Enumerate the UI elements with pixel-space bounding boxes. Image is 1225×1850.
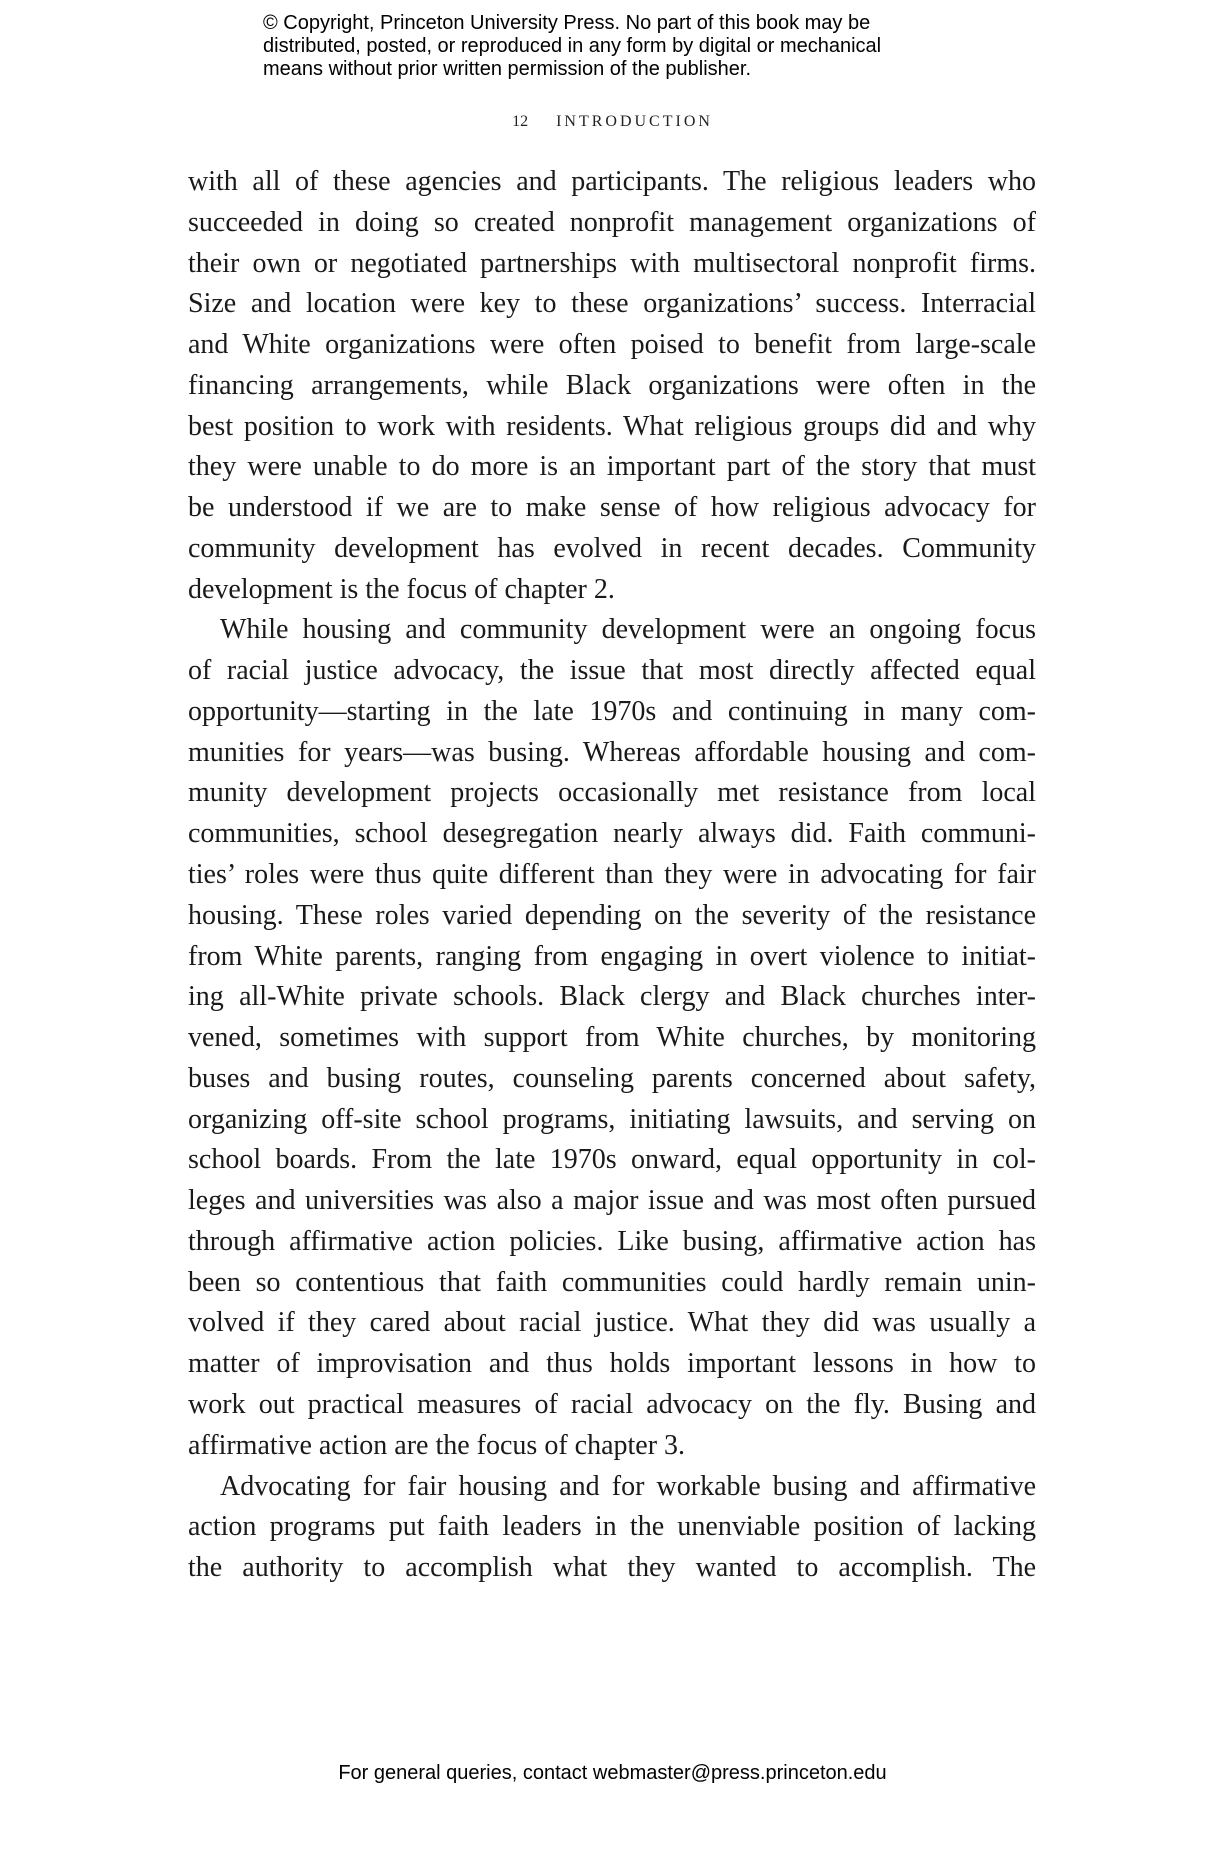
text-line: the authority to accomplish what they wanted to accomplish. The xyxy=(188,1552,1036,1584)
text-line: leges and universities was also a major issue and was most often pursued xyxy=(188,1185,1036,1217)
text-line: organizing off-site school programs, initiating lawsuits, and serving on xyxy=(188,1103,1036,1135)
text-line: development is the focus of chapter 2. xyxy=(188,573,615,605)
page-number: 12 xyxy=(512,113,529,130)
text-line: been so contentious that faith communities could hardly remain unin- xyxy=(188,1266,1036,1298)
text-line: matter of improvisation and thus holds important lessons in how to xyxy=(188,1348,1036,1380)
text-line: school boards. From the late 1970s onward, equal opportunity in col- xyxy=(188,1144,1036,1176)
text-line: ties’ roles were thus quite different than they were in advocating for fair xyxy=(188,859,1036,891)
text-line: from White parents, ranging from engaging in overt violence to initiat- xyxy=(188,940,1036,972)
text-line: and White organizations were often poised to benefit from large-scale xyxy=(188,329,1036,361)
text-line: While housing and community development were an ongoing focus xyxy=(220,614,1036,646)
text-line: affirmative action are the focus of chapter 3. xyxy=(188,1429,686,1461)
paragraph xyxy=(188,1467,1036,1589)
text-line: action programs put faith leaders in the unenviable position of lacking xyxy=(188,1511,1036,1543)
body-text xyxy=(188,162,1036,1589)
text-line: communities, school desegregation nearly always did. Faith communi- xyxy=(188,818,1036,850)
text-line: community development has evolved in recent decades. Community xyxy=(188,532,1036,564)
paragraph xyxy=(188,162,1036,610)
text-line: munity development projects occasionally met resistance from local xyxy=(188,777,1036,809)
copyright-line: distributed, posted, or reproduced in any form by digital or mechanical xyxy=(263,35,882,57)
text-line: opportunity—starting in the late 1970s and continuing in many com- xyxy=(188,695,1036,727)
text-line: financing arrangements, while Black organizations were often in the xyxy=(188,369,1036,401)
text-line: they were unable to do more is an important part of the story that must xyxy=(188,451,1036,483)
text-line: with all of these agencies and participants. The religious leaders who xyxy=(188,166,1036,197)
copyright-line: © Copyright, Princeton University Press. No part of this book may be xyxy=(263,12,871,34)
copyright-line: means without prior written permission of the publisher. xyxy=(263,58,752,80)
text-line: munities for years—was busing. Whereas affordable housing and com- xyxy=(188,736,1036,768)
running-head xyxy=(0,113,1225,131)
text-line: housing. These roles varied depending on the severity of the resistance xyxy=(188,899,1036,931)
text-line: volved if they cared about racial justice. What they did was usually a xyxy=(188,1307,1036,1339)
chapter-title: INTRODUCTION xyxy=(556,113,713,130)
copyright-notice xyxy=(263,12,881,81)
text-line: succeeded in doing so created nonprofit management organizations of xyxy=(188,206,1036,238)
text-line: their own or negotiated partnerships with multisectoral nonprofit firms. xyxy=(188,247,1036,279)
paragraph xyxy=(188,610,1036,1466)
text-line: vened, sometimes with support from White churches, by monitoring xyxy=(188,1022,1036,1054)
text-line: best position to work with residents. What religious groups did and why xyxy=(188,410,1036,442)
text-line: Advocating for fair housing and for workable busing and affirmative xyxy=(220,1470,1036,1502)
text-line: Size and location were key to these organizations’ success. Interracial xyxy=(188,288,1036,320)
text-line: work out practical measures of racial advocacy on the fly. Busing and xyxy=(188,1388,1036,1420)
text-line: of racial justice advocacy, the issue that most directly affected equal xyxy=(188,655,1036,687)
footer-contact: For general queries, contact webmaster@press.princeton.edu xyxy=(338,1762,887,1784)
text-line: be understood if we are to make sense of how religious advocacy for xyxy=(188,492,1036,524)
text-line: ing all-White private schools. Black clergy and Black churches inter- xyxy=(188,981,1036,1013)
text-line: through affirmative action policies. Like busing, affirmative action has xyxy=(188,1225,1036,1257)
text-line: buses and busing routes, counseling parents concerned about safety, xyxy=(188,1062,1036,1094)
